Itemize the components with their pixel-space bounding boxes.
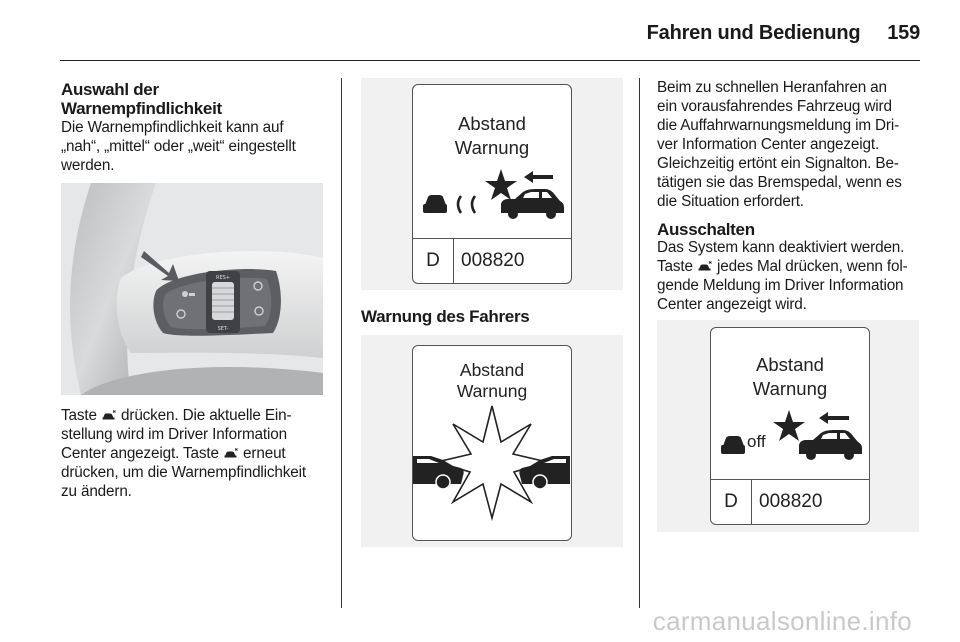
section-heading-sensitivity: Auswahl der Warnempfindlichkeit bbox=[61, 80, 222, 118]
distance-off-graphic bbox=[719, 408, 863, 460]
vehicle-distance-icon bbox=[698, 260, 712, 272]
header-rule bbox=[60, 60, 920, 61]
off-label: off bbox=[747, 432, 766, 451]
panel-code-number: 008820 bbox=[759, 491, 823, 512]
collision-burst-icon bbox=[437, 406, 547, 518]
panel-code-row bbox=[413, 238, 571, 283]
panel-title: Abstand Warnung bbox=[456, 360, 528, 401]
collision-burst-graphic bbox=[413, 402, 570, 522]
panel-code-letter: D bbox=[711, 480, 752, 524]
footer-watermark: carmanualsonline.info bbox=[652, 606, 912, 636]
panel-title: Abstand Warnung bbox=[752, 354, 828, 399]
page-header bbox=[647, 22, 920, 45]
car-icon bbox=[799, 430, 862, 460]
figure-driver-warning bbox=[361, 335, 623, 547]
arrow-left-icon bbox=[524, 171, 553, 183]
star-warning-icon bbox=[773, 410, 805, 441]
page-number: 159 bbox=[887, 22, 920, 44]
figure-distance-warning-display bbox=[361, 78, 623, 290]
dic-panel-distance-warning bbox=[412, 84, 572, 284]
switch-off-instructions: Das System kann deaktiviert werden. Taste jedes Mal drücken, wenn fol- gende Meldung im Driver Information Center angezeigt wird. bbox=[657, 239, 908, 313]
vehicle-distance-icon bbox=[224, 447, 238, 459]
column-divider-right bbox=[639, 78, 640, 608]
panel-code-number: 008820 bbox=[461, 250, 525, 271]
car-icon bbox=[501, 189, 564, 219]
panel-code-row bbox=[711, 479, 869, 524]
warning-description: Beim zu schnellen Heranfahren an ein vorausfahrendes Fahrzeug wird die Auffahrwarnungsmeldung im Dri- ver Information Center angezeigt. Gleichzeitig ertönt ein Signalton. Be- tätigen sie das Bremspedal, wenn es die Situation erfordert. bbox=[657, 79, 902, 210]
distance-indicator-graphic bbox=[421, 167, 565, 219]
star-warning-icon bbox=[485, 169, 517, 200]
left-column bbox=[61, 80, 331, 175]
dic-panel-distance-warning-off bbox=[710, 327, 870, 525]
dic-panel-driver-warning bbox=[412, 345, 572, 541]
column-divider-left bbox=[341, 78, 342, 608]
sensitivity-instructions: Taste drücken. Die aktuelle Ein- stellung wird im Driver Information Center angezeigt. Taste erneut drücken, um die Warnempfindlichkeit zu ändern. bbox=[61, 407, 306, 500]
vehicle-distance-icon bbox=[102, 409, 116, 421]
car-front-icon bbox=[721, 436, 745, 454]
steering-wheel-photo bbox=[61, 183, 323, 395]
arrow-left-icon bbox=[819, 412, 849, 424]
sensitivity-intro: Die Warnempfindlichkeit kann auf „nah“, „mittel“ oder „weit“ eingestellt werden. bbox=[61, 119, 296, 174]
figure-caption: Warnung des Fahrers bbox=[361, 307, 530, 326]
header-title: Fahren und Bedienung bbox=[646, 22, 861, 44]
svg-text:RES+: RES+ bbox=[216, 275, 230, 281]
figure-distance-warning-off bbox=[657, 320, 919, 532]
panel-code-letter: D bbox=[413, 239, 454, 283]
section-heading-switch-off: Ausschalten bbox=[657, 220, 755, 239]
car-front-icon bbox=[423, 195, 447, 213]
svg-text:SET-: SET- bbox=[217, 326, 229, 332]
steering-wheel-illustration bbox=[61, 183, 323, 395]
panel-title: Abstand Warnung bbox=[454, 113, 530, 158]
